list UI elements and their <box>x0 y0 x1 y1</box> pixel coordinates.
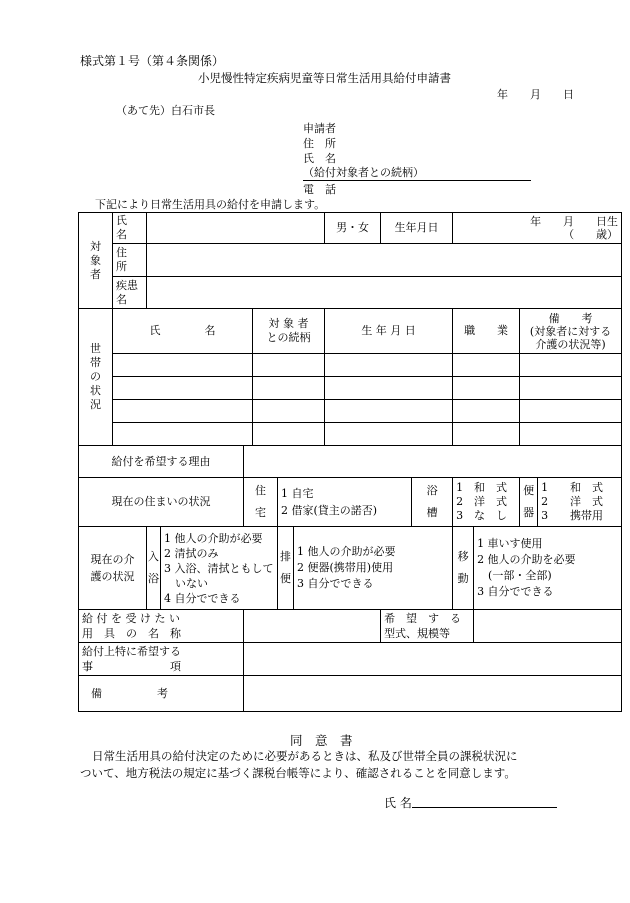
remarks-field[interactable] <box>244 676 622 712</box>
consent-title: 同 意 書 <box>290 733 353 748</box>
special-request-label: 給付上特に希望する 事 項 <box>79 643 244 676</box>
household-notes-header: 備 考 (対象者に対する 介護の状況等) <box>520 309 622 354</box>
house-type-options[interactable]: 1 自宅 2 借家(貸主の諾否) <box>278 478 412 527</box>
applicant-relation-field[interactable] <box>303 164 531 181</box>
household-row <box>79 423 622 446</box>
household-row <box>79 400 622 423</box>
disease-label: 疾患名 <box>113 277 147 309</box>
household-name-cell[interactable] <box>113 377 253 400</box>
item-name-field[interactable] <box>244 610 381 643</box>
household-notes-cell[interactable] <box>520 354 622 377</box>
household-relation-cell[interactable] <box>253 400 325 423</box>
household-birth-cell[interactable] <box>325 377 453 400</box>
disease-field[interactable] <box>147 277 622 309</box>
addressee: （あて先）白石市長 <box>116 104 215 117</box>
household-notes-cell[interactable] <box>520 423 622 446</box>
household-relation-header: 対 象 者 との続柄 <box>253 309 325 354</box>
applicant-address-label[interactable]: 住 所 <box>303 137 336 150</box>
household-relation-cell[interactable] <box>253 377 325 400</box>
applicant-label: 申請者 <box>303 122 336 135</box>
birth-date-value: 年 月 日生 <box>530 215 619 228</box>
household-name-cell[interactable] <box>113 400 253 423</box>
birth-date-label: 生年月日 <box>381 213 453 244</box>
application-table <box>78 212 622 712</box>
subject-name-field[interactable] <box>147 213 325 244</box>
age-value: （ 歳） <box>563 228 619 241</box>
consent-text-line-2: ついて、地方税法の規定に基づく課税台帳等により、確認されることを同意します。 <box>80 766 516 780</box>
household-job-cell[interactable] <box>453 400 520 423</box>
household-row <box>79 354 622 377</box>
applicant-name-label[interactable]: 氏 名 <box>303 152 336 165</box>
item-model-label: 希 望 す る 型式、規模等 <box>381 610 474 643</box>
item-model-field[interactable] <box>474 610 622 643</box>
household-birth-cell[interactable] <box>325 400 453 423</box>
bath-type-label: 浴 槽 <box>412 478 453 527</box>
consent-text-line-1: 日常生活用具の給付決定のために必要があるときは、私及び世帯全員の課税状況に <box>92 749 518 763</box>
consent-signature-field[interactable] <box>412 793 557 808</box>
household-relation-cell[interactable] <box>253 423 325 446</box>
toilet-type-options[interactable]: 1 和 式 2 洋 式 3 携帯用 <box>538 478 622 527</box>
household-name-header: 氏 名 <box>113 309 253 354</box>
applicant-phone-label[interactable]: 電 話 <box>303 183 336 196</box>
excretion-label: 排 便 <box>278 527 294 610</box>
gender-select[interactable]: 男・女 <box>325 213 381 244</box>
subject-birth-date-field[interactable] <box>453 213 622 244</box>
household-birth-cell[interactable] <box>325 354 453 377</box>
remarks-label: 備 考 <box>79 676 244 712</box>
household-job-cell[interactable] <box>453 354 520 377</box>
household-row <box>79 377 622 400</box>
housing-label: 現在の住まいの状況 <box>79 478 244 527</box>
toilet-type-label: 便 器 <box>520 478 538 527</box>
household-section-label: 世 帯 の 状 況 <box>79 309 113 446</box>
household-job-cell[interactable] <box>453 423 520 446</box>
subject-name-label: 氏 名 <box>113 213 147 244</box>
excretion-options[interactable]: 1 他人の介助が必要 2 便器(携帯用)使用 3 自分でできる <box>294 527 453 610</box>
subject-address-label: 住 所 <box>113 244 147 277</box>
mobility-label: 移 動 <box>453 527 474 610</box>
bathing-label: 入 浴 <box>147 527 161 610</box>
household-notes-cell[interactable] <box>520 377 622 400</box>
consent-name-label: 氏 名 <box>384 796 412 810</box>
form-number: 様式第１号（第４条関係） <box>80 54 225 68</box>
form-title: 小児慢性特定疾病児童等日常生活用具給付申請書 <box>198 71 451 85</box>
bath-type-options[interactable]: 1 和 式 2 洋 式 3 な し <box>453 478 520 527</box>
subject-section-label: 対 象 者 <box>79 213 113 309</box>
applicant-relation-label: （給付対象者との続柄） <box>303 166 424 179</box>
mobility-options[interactable]: 1 車いす使用 2 他人の介助を必要 (一部・全部) 3 自分でできる <box>474 527 622 610</box>
reason-label: 給付を希望する理由 <box>79 446 244 478</box>
subject-address-field[interactable] <box>147 244 622 277</box>
care-label: 現在の介 護の状況 <box>79 527 147 610</box>
reason-field[interactable] <box>244 446 622 478</box>
household-relation-cell[interactable] <box>253 354 325 377</box>
intro-text: 下記により日常生活用具の給付を申請します。 <box>95 198 326 211</box>
household-job-cell[interactable] <box>453 377 520 400</box>
application-date[interactable]: 年 月 日 <box>497 88 574 101</box>
special-request-field[interactable] <box>244 643 622 676</box>
item-name-label: 給 付 を 受 け た い 用 具 の 名 称 <box>79 610 244 643</box>
bathing-options[interactable]: 1 他人の介助が必要 2 清拭のみ 3 入浴、清拭ともして いない 4 自分でできる <box>161 527 278 610</box>
household-name-cell[interactable] <box>113 354 253 377</box>
household-job-header: 職 業 <box>453 309 520 354</box>
household-notes-cell[interactable] <box>520 400 622 423</box>
household-birth-cell[interactable] <box>325 423 453 446</box>
house-type-label: 住 宅 <box>244 478 278 527</box>
household-birth-header: 生 年 月 日 <box>325 309 453 354</box>
household-name-cell[interactable] <box>113 423 253 446</box>
